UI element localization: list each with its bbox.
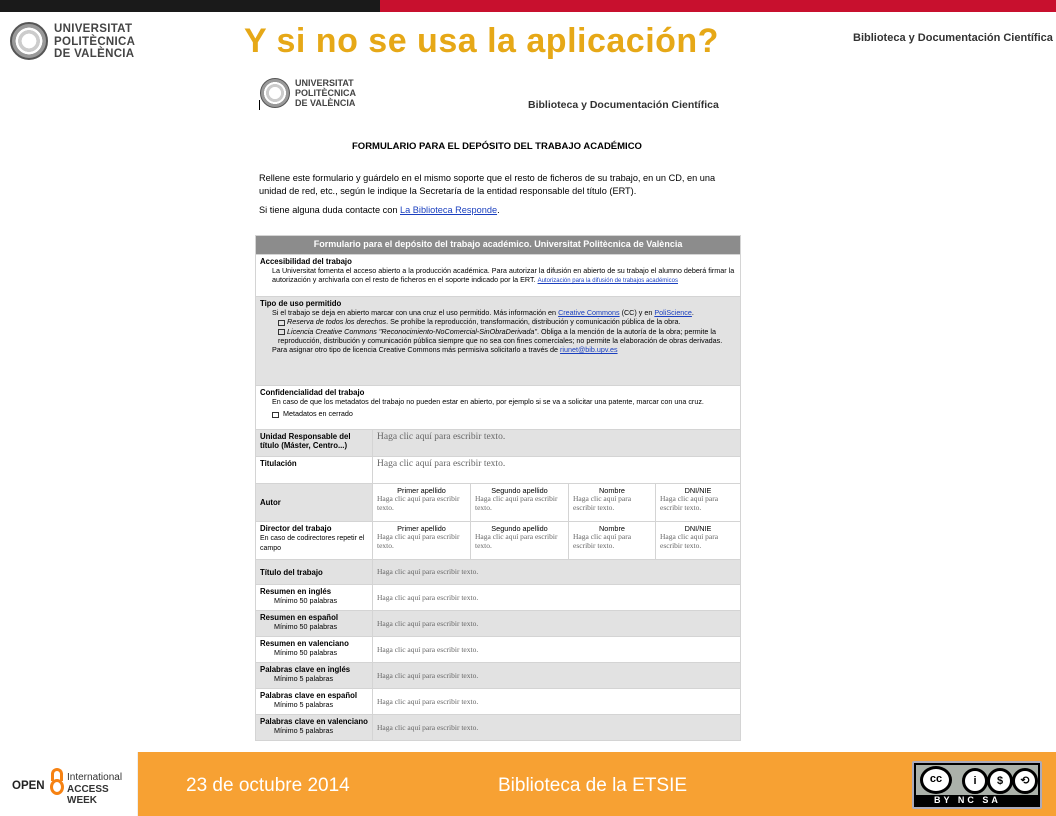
slide-title: Y si no se usa la aplicación?: [244, 22, 719, 60]
director-name-field[interactable]: Nombre Haga clic aquí para escribir texto.: [569, 522, 656, 560]
sa-share-icon: ⟲: [1012, 768, 1038, 794]
keywords-es-field[interactable]: Haga clic aquí para escribir texto.: [373, 689, 741, 715]
cc-labels: BY NC SA: [934, 795, 1001, 805]
work-title-field[interactable]: Haga clic aquí para escribir texto.: [373, 560, 741, 585]
doc-upv-logo: UNIVERSITAT POLITÈCNICA DE VALÈNCIA: [260, 78, 370, 110]
summary-es-row: Resumen en español Mínimo 50 palabras Haga clic aquí para escribir texto.: [256, 611, 741, 637]
top-bar-dark: [0, 0, 380, 12]
riunet-email-link[interactable]: riunet@bib.upv.es: [560, 345, 618, 355]
director-row: Director del trabajo En caso de codirectores repetir el campo Primer apellido Haga clic aquí para escribir texto. Segundo apellido Haga clic aquí para escribir texto. Nombre Haga clic aquí para escribir texto. DNI/NIE Haga clic aquí para escribir texto.: [256, 522, 741, 560]
confidentiality-row: Confidencialidad del trabajo En caso de que los metadatos del trabajo no pueden estar en abierto, por ejemplo si se va a solicitar una patente, marcar con una cruz. Metadatos en cerrado: [256, 386, 741, 430]
director-dni-field[interactable]: DNI/NIE Haga clic aquí para escribir texto.: [656, 522, 741, 560]
footer-bar: [0, 752, 1056, 816]
author-first-surname-field[interactable]: Primer apellido Haga clic aquí para escribir texto.: [373, 484, 471, 522]
footer-library: Biblioteca de la ETSIE: [498, 775, 688, 796]
cc-license-checkbox[interactable]: [278, 329, 285, 335]
upv-seal-icon: [10, 22, 48, 60]
author-name-field[interactable]: Nombre Haga clic aquí para escribir texto.: [569, 484, 656, 522]
form-title: FORMULARIO PARA EL DEPÓSITO DEL TRABAJO ACADÉMICO: [352, 141, 642, 152]
summary-va-field[interactable]: Haga clic aquí para escribir texto.: [373, 637, 741, 663]
biblioteca-responde-link[interactable]: La Biblioteca Responde: [400, 205, 498, 215]
text-cursor: [259, 100, 260, 110]
open-access-week-logo: OPEN International ACCESS WEEK: [0, 752, 138, 816]
creative-commons-link[interactable]: Creative Commons: [558, 308, 620, 318]
form-intro: Rellene este formulario y guárdelo en el mismo soporte que el resto de ficheros de su trabajo, en un CD, en una unidad de red, etc., según le indique la Secretaría de la entidad responsable del título (ERT).: [259, 173, 716, 196]
director-second-surname-field[interactable]: Segundo apellido Haga clic aquí para escribir texto.: [471, 522, 569, 560]
summary-es-field[interactable]: Haga clic aquí para escribir texto.: [373, 611, 741, 637]
keywords-es-row: Palabras clave en español Mínimo 5 palabras Haga clic aquí para escribir texto.: [256, 689, 741, 715]
form-document-image: [248, 72, 748, 748]
summary-en-field[interactable]: Haga clic aquí para escribir texto.: [373, 585, 741, 611]
library-brand: Biblioteca y Documentación Científica: [853, 32, 1053, 44]
nc-dollar-icon: $: [987, 768, 1013, 794]
reserve-rights-checkbox[interactable]: [278, 320, 285, 326]
author-row: Autor Primer apellido Haga clic aquí para escribir texto. Segundo apellido Haga clic aquí para escribir texto. Nombre Haga clic aquí para escribir texto. DNI/NIE Haga clic aquí para escribir texto.: [256, 484, 741, 522]
by-person-icon: i: [962, 768, 988, 794]
cc-by-nc-sa-badge: [912, 761, 1042, 809]
director-first-surname-field[interactable]: Primer apellido Haga clic aquí para escribir texto.: [373, 522, 471, 560]
access-row: Accesibilidad del trabajo La Universitat fomenta el acceso abierto a la producción académica. Para autorizar la difusión en abierto de su trabajo el alumno deberá firmar la autorización y archivarla con el resto de ficheros en el soporte indicado por la ERT. Autorización para la difusión de trabajos académicos: [256, 255, 741, 297]
open-access-lock-icon: [50, 768, 64, 798]
closed-metadata-checkbox[interactable]: [272, 412, 279, 418]
keywords-va-row: Palabras clave en valenciano Mínimo 5 palabras Haga clic aquí para escribir texto.: [256, 715, 741, 741]
summary-va-row: Resumen en valenciano Mínimo 50 palabras Haga clic aquí para escribir texto.: [256, 637, 741, 663]
unit-row: Unidad Responsable del título (Máster, Centro...) Haga clic aquí para escribir texto.: [256, 430, 741, 457]
top-bar: [0, 0, 1056, 12]
contact-line: Si tiene alguna duda contacte con La Biblioteca Responde.: [259, 205, 500, 215]
degree-field[interactable]: Haga clic aquí para escribir texto.: [373, 457, 741, 484]
deposit-form-table: [255, 235, 741, 741]
summary-en-row: Resumen en inglés Mínimo 50 palabras Haga clic aquí para escribir texto.: [256, 585, 741, 611]
footer-date: 23 de octubre 2014: [186, 775, 350, 796]
poliscience-link[interactable]: PoliScience: [654, 308, 692, 318]
top-bar-red: [380, 0, 1056, 12]
use-row: Tipo de uso permitido Si el trabajo se deja en abierto marcar con una cruz el uso permitido. Más información en Creative Commons (CC) y en PoliScience. Reserva de todos los derechos. Se prohíbe la reproducción, transformación, distribución y comunicación pública de la obra. Licencia Creative Commons "Reconocimiento-NoComercial-SinObraDerivada". Obliga a la mención de la autoría de la obra; permite la reproducción, distribución y comunicación pública siempre que no sea con fines comerciales; no permite la elaboración de obras derivadas. Para asignar otro tipo de licencia Creative Commons más permisiva solicitarlo a través de riunet@bib.upv.es: [256, 297, 741, 386]
title-row: Título del trabajo Haga clic aquí para escribir texto.: [256, 560, 741, 585]
keywords-en-field[interactable]: Haga clic aquí para escribir texto.: [373, 663, 741, 689]
author-dni-field[interactable]: DNI/NIE Haga clic aquí para escribir texto.: [656, 484, 741, 522]
author-second-surname-field[interactable]: Segundo apellido Haga clic aquí para escribir texto.: [471, 484, 569, 522]
keywords-en-row: Palabras clave en inglés Mínimo 5 palabras Haga clic aquí para escribir texto.: [256, 663, 741, 689]
doc-library-brand: Biblioteca y Documentación Científica: [528, 99, 719, 111]
degree-row: Titulación Haga clic aquí para escribir texto.: [256, 457, 741, 484]
form-table-header: Formulario para el depósito del trabajo académico. Universitat Politècnica de València: [256, 236, 741, 255]
upv-logo-text: UNIVERSITAT POLITÈCNICA DE VALÈNCIA: [54, 23, 136, 60]
cc-icon: cc: [920, 766, 952, 794]
authorization-link[interactable]: Autorización para la difusión de trabajos académicos: [537, 278, 678, 285]
upv-logo: [10, 20, 140, 64]
unit-field[interactable]: Haga clic aquí para escribir texto.: [373, 430, 741, 457]
keywords-va-field[interactable]: Haga clic aquí para escribir texto.: [373, 715, 741, 741]
doc-upv-seal-icon: [260, 78, 290, 108]
